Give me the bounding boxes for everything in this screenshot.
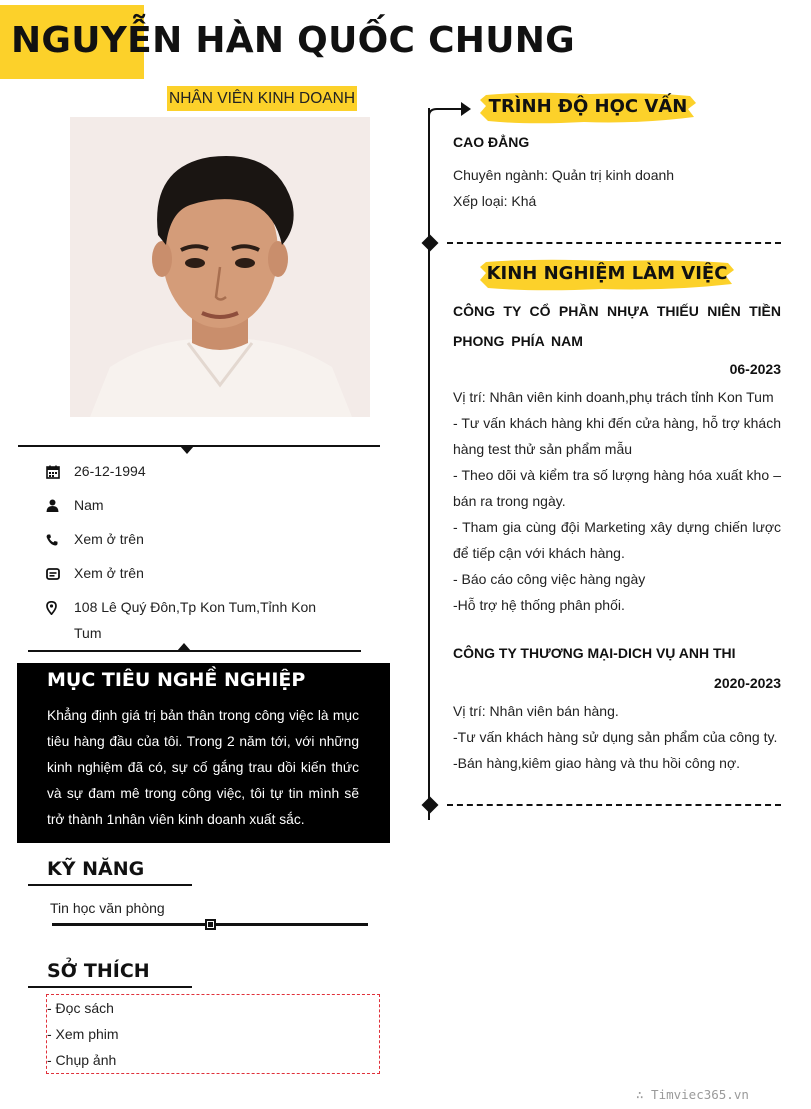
job-company: CÔNG TY THƯƠNG MẠI-DICH VỤ ANH THI: [453, 645, 736, 661]
location-icon: [46, 598, 74, 616]
gender-text: Nam: [74, 497, 104, 513]
objective-text: Khẳng định giá trị bản thân trong công việc là mục tiêu hàng đầu của tôi. Trong 2 năm tới, với những kinh nghiệm đã có, sự cố gắng trau dồi kiến thức và sự đam mê trong công việc, tôi tự tin mình sẽ trở thành 1nhân viên kinh doanh xuất sắc.: [47, 708, 359, 827]
education-grade: Xếp loại: Khá: [453, 193, 537, 209]
experience-title: KINH NGHIỆM LÀM VIỆC: [486, 263, 728, 284]
timeline-line: [428, 108, 430, 820]
education-degree: CAO ĐẲNG: [453, 134, 530, 150]
candidate-name: NGUYỄN HÀN QUỐC CHUNG: [11, 20, 576, 61]
hobby-item: - Chụp ảnh: [47, 1052, 117, 1068]
hobbies-title: SỞ THÍCH: [47, 960, 150, 982]
timeline-arrow-icon: [428, 100, 478, 124]
skill-level-bar: [52, 923, 368, 926]
profile-photo: [70, 117, 370, 417]
education-title-badge: [480, 91, 696, 125]
user-icon: [46, 496, 74, 514]
education-title: TRÌNH ĐỘ HỌC VẤN: [488, 96, 688, 117]
contact-bottom-divider: [28, 650, 361, 652]
contact-phone: [46, 530, 376, 552]
job-date: 2020-2023: [714, 675, 781, 691]
hobbies-title-underline: [28, 986, 192, 988]
job-company: CÔNG TY CỔ PHẦN NHỰA THIẾU NIÊN TIỀN PHONG PHÍA NAM: [453, 303, 781, 349]
timeline-node-diamond-icon: [422, 235, 439, 252]
skills-title-underline: [28, 884, 192, 886]
job-details: Vị trí: Nhân viên kinh doanh,phụ trách tỉnh Kon Tum - Tư vấn khách hàng khi đến cửa hàng, hỗ trợ khách hàng test thử sản phẩm mẫu - Theo dõi và kiểm tra số lượng hàng hóa xuất kho – bán ra trong ngày. - Tham gia cùng đội Marketing xây dựng chiến lược để tiếp cận với khách hàng. - Báo cáo công việc hàng ngày -Hỗ trợ hệ thống phân phối.: [453, 389, 781, 613]
skill-level-knob: [205, 919, 216, 930]
contact-gender: [46, 496, 376, 518]
objective-title: MỤC TIÊU NGHỀ NGHIỆP: [47, 669, 306, 691]
hobby-item: - Xem phim: [47, 1026, 119, 1042]
divider-arrow-down-icon: [180, 446, 194, 454]
contact-top-divider: [18, 445, 380, 447]
education-end-divider: [447, 242, 781, 244]
timeline-node-diamond-icon: [422, 797, 439, 814]
contact-email: [46, 564, 376, 586]
contact-birthdate: [46, 462, 376, 484]
career-objective-section: [17, 663, 390, 843]
email-text: Xem ở trên: [74, 565, 144, 581]
job-details: Vị trí: Nhân viên bán hàng. -Tư vấn khách hàng sử dụng sản phẩm của công ty. -Bán hàng,kiêm giao hàng và thu hồi công nợ.: [453, 703, 778, 771]
phone-icon: [46, 530, 74, 548]
hobby-item: - Đọc sách: [47, 1000, 114, 1016]
contact-address: [46, 598, 376, 646]
address-text: 108 Lê Quý Đôn,Tp Kon Tum,Tỉnh Kon Tum: [74, 599, 317, 641]
phone-text: Xem ở trên: [74, 531, 144, 547]
watermark-text: ∴ Timviec365.vn: [636, 1087, 749, 1102]
education-major: Chuyên ngành: Quản trị kinh doanh: [453, 167, 675, 183]
hobbies-list: [46, 994, 380, 1074]
job-date: 06-2023: [729, 361, 781, 377]
experience-title-badge: [480, 258, 734, 292]
job-title: NHÂN VIÊN KINH DOANH: [167, 86, 357, 111]
email-icon: [46, 564, 74, 582]
birthdate-text: 26-12-1994: [74, 463, 146, 479]
skill-name: Tin học văn phòng: [50, 900, 165, 916]
calendar-icon: [46, 462, 74, 480]
experience-end-divider: [447, 804, 781, 806]
skills-title: KỸ NĂNG: [47, 858, 145, 880]
